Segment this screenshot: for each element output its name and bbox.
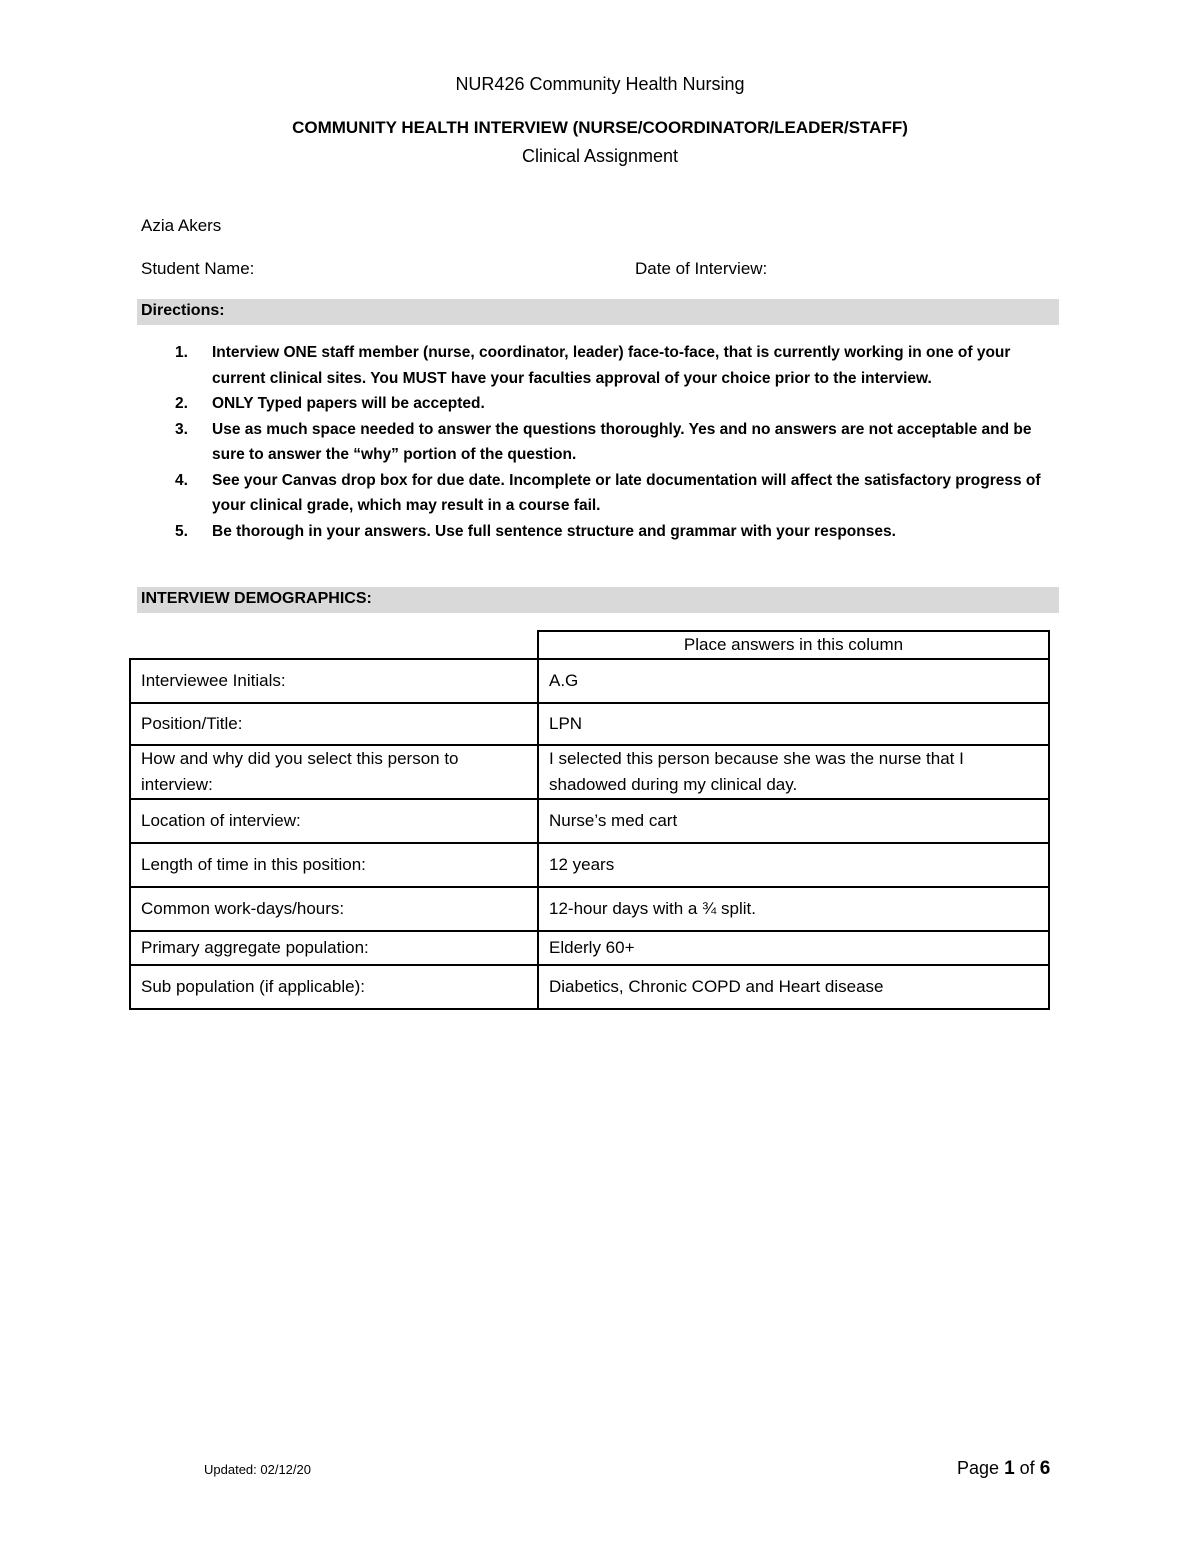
directions-item-text: Use as much space needed to answer the questions thoroughly. Yes and no answers are not acceptable and be sure to answer the “why” portion of the question. <box>212 420 1032 463</box>
directions-item <box>141 468 1041 519</box>
student-name-value: Azia Akers <box>141 216 222 235</box>
directions-item <box>141 519 1041 545</box>
row-answer: Elderly 60+ <box>538 931 1049 965</box>
table-header-blank <box>130 631 538 659</box>
directions-item <box>141 391 1041 417</box>
answer-column-header: Place answers in this column <box>538 631 1049 659</box>
updated-date: Updated: 02/12/20 <box>204 1462 311 1477</box>
row-label: Position/Title: <box>130 703 538 745</box>
row-answer: 12 years <box>538 843 1049 887</box>
row-label: Common work-days/hours: <box>130 887 538 931</box>
directions-item-number: 5. <box>175 522 188 540</box>
directions-item-number: 3. <box>175 420 188 438</box>
directions-item <box>141 417 1041 468</box>
demographics-heading: INTERVIEW DEMOGRAPHICS: <box>141 590 372 607</box>
row-answer: I selected this person because she was the nurse that I shadowed during my clinical day. <box>538 745 1049 799</box>
table-row <box>130 659 1049 703</box>
row-label: Sub population (if applicable): <box>130 965 538 1009</box>
row-label: Location of interview: <box>130 799 538 843</box>
demographics-table <box>129 630 1050 1010</box>
page-number <box>957 1458 1050 1480</box>
table-row <box>130 703 1049 745</box>
directions-heading: Directions: <box>141 302 225 319</box>
row-label: Primary aggregate population: <box>130 931 538 965</box>
row-answer: Nurse’s med cart <box>538 799 1049 843</box>
date-of-interview-label: Date of Interview: <box>635 259 768 278</box>
table-row <box>130 931 1049 965</box>
directions-item-number: 2. <box>175 395 188 412</box>
table-header-row <box>130 631 1049 659</box>
student-name-label: Student Name: <box>141 259 255 278</box>
row-label: How and why did you select this person to interview: <box>130 745 538 799</box>
document-title: COMMUNITY HEALTH INTERVIEW (NURSE/COORDINATOR/LEADER/STAFF) <box>292 118 908 137</box>
demographics-heading-bar <box>137 587 1059 613</box>
row-label: Length of time in this position: <box>130 843 538 887</box>
row-answer: Diabetics, Chronic COPD and Heart disease <box>538 965 1049 1009</box>
directions-list <box>141 340 1041 544</box>
current-page: 1 <box>1004 1458 1015 1479</box>
row-label: Interviewee Initials: <box>130 659 538 703</box>
of-word: of <box>1019 1458 1035 1478</box>
directions-item-number: 4. <box>175 471 188 489</box>
row-answer: A.G <box>538 659 1049 703</box>
directions-item <box>141 340 1041 391</box>
table-row <box>130 745 1049 799</box>
directions-item-text: Interview ONE staff member (nurse, coordinator, leader) face-to-face, that is currently working in one of your current clinical sites. You MUST have your faculties approval of your choice prior to the interview. <box>212 344 1011 387</box>
row-answer: 12-hour days with a ¾ split. <box>538 887 1049 931</box>
directions-item-text: Be thorough in your answers. Use full sentence structure and grammar with your responses. <box>212 522 896 540</box>
document-subtitle: Clinical Assignment <box>521 146 679 166</box>
course-title: NUR426 Community Health Nursing <box>455 74 745 94</box>
directions-item-number: 1. <box>175 344 188 361</box>
table-row <box>130 799 1049 843</box>
directions-heading-bar <box>137 299 1059 325</box>
page-word: Page <box>957 1458 1000 1478</box>
table-row <box>130 887 1049 931</box>
row-answer: LPN <box>538 703 1049 745</box>
total-pages: 6 <box>1039 1458 1051 1479</box>
table-row <box>130 965 1049 1009</box>
directions-item-text: See your Canvas drop box for due date. Incomplete or late documentation will affect the satisfactory progress of your clinical grade, which may result in a course fail. <box>212 471 1041 514</box>
directions-item-text: ONLY Typed papers will be accepted. <box>212 395 485 412</box>
table-row <box>130 843 1049 887</box>
